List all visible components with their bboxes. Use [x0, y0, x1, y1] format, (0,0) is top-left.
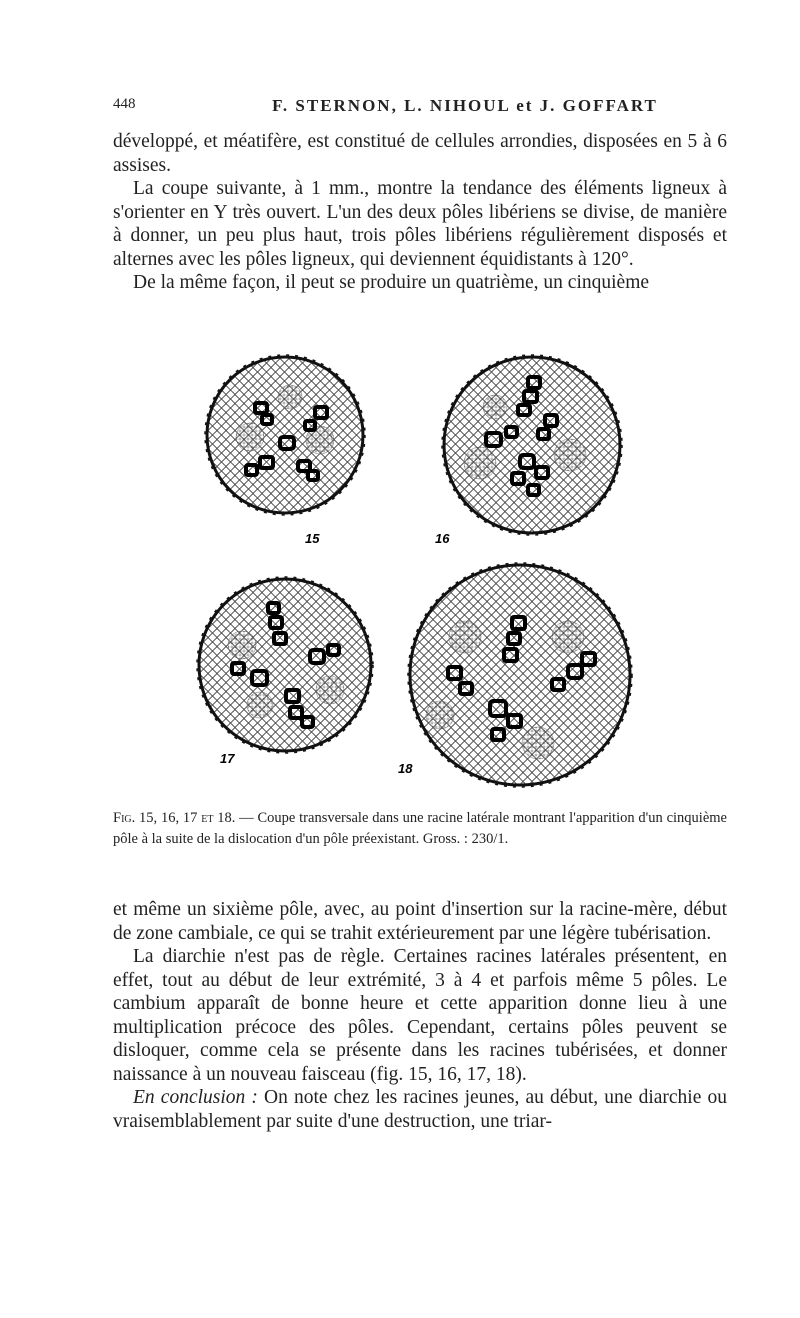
paragraph: et même un sixième pôle, avec, au point d'insertion sur la racine-mère, début de zone cambiale, ce qui se trahit extérieurement par une légère tubérisation.: [113, 899, 727, 944]
running-head: F. STERNON, L. NIHOUL et J. GOFFART: [272, 96, 658, 115]
conclusion-text: On note chez les racines jeunes, au début, une diarchie ou vraisemblablement par suite d'une destruction, une triar-: [113, 1087, 727, 1132]
caption-lead: Fig. 15, 16, 17 et 18.: [113, 810, 236, 826]
section-18: [408, 563, 632, 787]
page-number: 448: [113, 96, 136, 112]
section-15: [205, 355, 365, 515]
body-text-top: [113, 130, 727, 295]
section-16: [442, 355, 622, 535]
paragraph: La diarchie n'est pas de règle. Certaines racines latérales présentent, en effet, tout au début de leur extrémité, 3 à 4 et parfois même 5 pôles. Le cambium apparaît de bonne heure et cette apparition donne lieu à une multiplication précoce des pôles. Cependant, certains pôles peuvent se disloquer, comme cela se présente dans les racines tubérisées, et donner naissance à un nouveau faisceau (fig. 15, 16, 17, 18).: [113, 946, 727, 1085]
figure-label-16: 16: [435, 531, 450, 546]
section-17: [197, 577, 373, 753]
conclusion-heading: En conclusion :: [133, 1087, 258, 1108]
paragraph: développé, et méatifère, est constitué de cellules arrondies, disposées en 5 à 6 assises.: [113, 131, 727, 176]
paragraph: La coupe suivante, à 1 mm., montre la tendance des éléments ligneux à s'orienter en Y très ouvert. L'un des deux pôles libériens se divise, de manière à donner, un peu plus haut, trois pôles libériens régulièrement disposés et alternes avec les pôles ligneux, qui deviennent équidistants à 120°.: [113, 178, 727, 270]
body-text-bottom: [113, 898, 727, 1133]
root-sections-drawing: [190, 345, 650, 795]
figure-label-18: 18: [398, 761, 413, 776]
paragraph: De la même façon, il peut se produire un quatrième, un cinquième: [133, 272, 650, 293]
paragraph: [113, 1086, 727, 1133]
figure-label-17: 17: [220, 751, 235, 766]
figure-caption: [113, 808, 727, 850]
figure-root-sections: [190, 345, 650, 795]
caption-text: — Coupe transversale dans une racine latérale montrant l'apparition d'un cinquième pôle à la suite de la dislocation d'un pôle préexistant. Gross. : 230/1.: [113, 810, 727, 847]
figure-label-15: 15: [305, 531, 320, 546]
page-header: [113, 96, 727, 120]
